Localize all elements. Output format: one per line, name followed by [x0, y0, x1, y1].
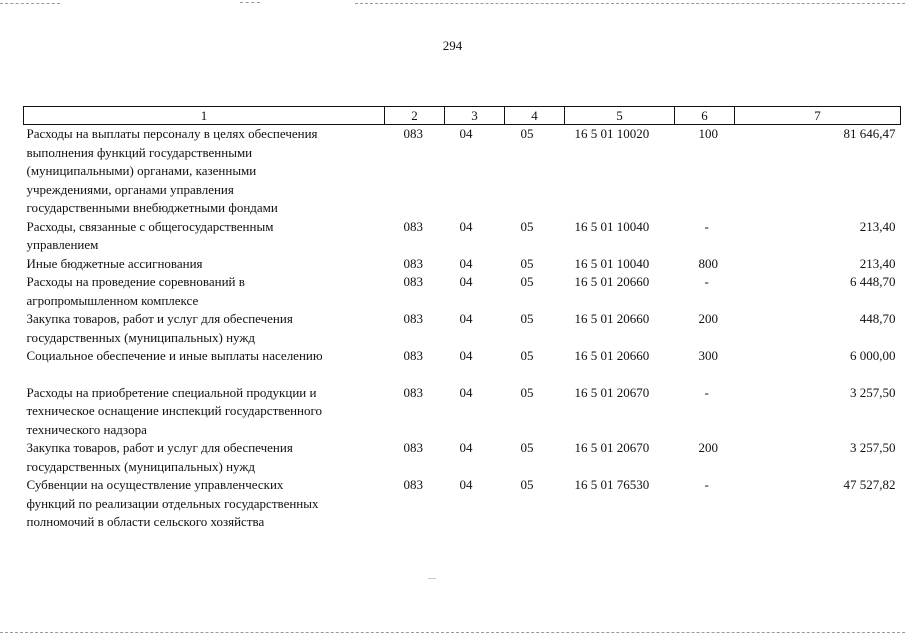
target-article-cell: 16 5 01 20660	[574, 348, 650, 363]
section-code-cell: 04	[459, 440, 473, 455]
header-cell-6: 6	[675, 107, 735, 125]
subsection-code-cell: 05	[520, 218, 534, 234]
section-code-cell: 04	[459, 274, 473, 289]
subsection-code-cell: 05	[520, 440, 534, 455]
expense-type-cell: -	[704, 218, 709, 234]
expense-type-cell: -	[704, 384, 709, 400]
grbs-code-cell: 083	[403, 440, 423, 455]
table-row	[24, 439, 901, 476]
table-row	[24, 255, 901, 274]
expense-name-line: техническое оснащение инспекций государственного	[26, 403, 323, 418]
expense-type-cell: -	[704, 274, 709, 289]
table-row	[24, 273, 901, 310]
expense-type-cell: 300	[698, 348, 718, 363]
subsection-code-cell: 05	[520, 311, 534, 326]
section-code-cell: 04	[459, 477, 473, 492]
expense-name-line: Закупка товаров, работ и услуг для обеспечения	[26, 440, 293, 455]
expense-name-line: функций по реализации отдельных государственных	[26, 495, 319, 511]
grbs-code-cell: 083	[403, 348, 423, 363]
expense-name-cell	[24, 255, 385, 274]
header-cell-3: 3	[445, 107, 505, 125]
amount-cell: 6 000,00	[850, 348, 896, 363]
target-article-cell: 16 5 01 10020	[574, 126, 650, 141]
amount-cell: 448,70	[859, 311, 896, 326]
expense-name-line: выполнения функций государственными	[26, 144, 253, 160]
table-row	[24, 310, 901, 347]
expense-type-cell: 200	[698, 440, 718, 455]
section-code-cell: 04	[459, 384, 473, 400]
expense-name-line: (муниципальными) органами, казенными	[26, 163, 257, 178]
expense-name-line: Социальное обеспечение и иные выплаты населению	[26, 348, 323, 363]
expense-name-line: полномочий в области сельского хозяйства	[26, 514, 265, 529]
budget-table	[23, 106, 901, 532]
amount-cell: 213,40	[859, 255, 896, 271]
section-code-cell: 04	[459, 311, 473, 326]
expense-name-cell	[24, 125, 385, 218]
expense-name-cell	[24, 439, 385, 476]
table-row	[24, 125, 901, 218]
table-row	[24, 384, 901, 440]
table-row	[24, 476, 901, 532]
expense-name-line: Расходы, связанные с общегосударственным	[26, 218, 274, 234]
scan-artifact-mark	[428, 578, 436, 579]
expense-name-cell	[24, 273, 385, 310]
amount-cell: 6 448,70	[850, 274, 896, 289]
subsection-code-cell: 05	[520, 126, 534, 141]
target-article-cell: 16 5 01 76530	[574, 477, 650, 492]
expense-name-cell	[24, 347, 385, 366]
scan-artifact-line-top-left	[0, 3, 60, 4]
scan-artifact-line-bottom	[0, 632, 905, 633]
expense-name-line: Иные бюджетные ассигнования	[26, 255, 203, 271]
expense-name-cell	[24, 310, 385, 347]
expense-name-line: государственных (муниципальных) нужд	[26, 329, 255, 345]
expense-name-line: Расходы на выплаты персоналу в целях обеспечения	[26, 126, 318, 141]
subsection-code-cell: 05	[520, 477, 534, 492]
header-row	[24, 107, 901, 125]
section-code-cell: 04	[459, 255, 473, 271]
grbs-code-cell: 083	[403, 126, 423, 141]
target-article-cell: 16 5 01 20660	[574, 311, 650, 326]
grbs-code-cell: 083	[403, 311, 423, 326]
expense-name-line: агропромышленном комплексе	[26, 292, 199, 308]
expense-type-cell: 100	[698, 126, 718, 141]
target-article-cell: 16 5 01 10040	[574, 255, 650, 271]
header-cell-5: 5	[565, 107, 675, 125]
grbs-code-cell: 083	[403, 384, 423, 400]
amount-cell: 213,40	[859, 218, 896, 234]
expense-name-line: технического надзора	[26, 421, 147, 437]
amount-cell: 3 257,50	[850, 440, 896, 455]
grbs-code-cell: 083	[403, 255, 423, 271]
amount-cell: 81 646,47	[843, 126, 896, 141]
expense-name-line: Субвенции на осуществление управленческих	[26, 477, 284, 492]
section-code-cell: 04	[459, 126, 473, 141]
expense-name-cell	[24, 218, 385, 255]
scan-artifact-line-top-right	[355, 3, 905, 4]
expense-name-cell	[24, 384, 385, 440]
expense-name-line: государственными внебюджетными фондами	[26, 200, 278, 215]
amount-cell: 47 527,82	[843, 477, 896, 492]
target-article-cell: 16 5 01 20660	[574, 274, 650, 289]
table-row	[24, 218, 901, 255]
target-article-cell: 16 5 01 10040	[574, 218, 650, 234]
amount-cell: 3 257,50	[850, 384, 896, 400]
header-cell-7: 7	[735, 107, 901, 125]
grbs-code-cell: 083	[403, 477, 423, 492]
table-row	[24, 347, 901, 366]
subsection-code-cell: 05	[520, 348, 534, 363]
expense-type-cell: -	[704, 477, 709, 492]
subsection-code-cell: 05	[520, 255, 534, 271]
expense-name-line: учреждениями, органами управления	[26, 181, 234, 197]
page-number: 294	[442, 38, 463, 53]
header-cell-4: 4	[505, 107, 565, 125]
grbs-code-cell: 083	[403, 218, 423, 234]
expense-name-line: государственных (муниципальных) нужд	[26, 458, 255, 474]
section-code-cell: 04	[459, 348, 473, 363]
header-cell-2: 2	[385, 107, 445, 125]
expense-type-cell: 800	[698, 255, 718, 271]
target-article-cell: 16 5 01 20670	[574, 440, 650, 455]
subsection-code-cell: 05	[520, 384, 534, 400]
grbs-code-cell: 083	[403, 274, 423, 289]
subsection-code-cell: 05	[520, 274, 534, 289]
expense-name-line: Расходы на проведение соревнований в	[26, 274, 245, 289]
expense-name-line: Расходы на приобретение специальной продукции и	[26, 384, 317, 400]
header-cell-1: 1	[24, 107, 385, 125]
section-code-cell: 04	[459, 218, 473, 234]
expense-type-cell: 200	[698, 311, 718, 326]
expense-name-line: управлением	[26, 237, 99, 252]
expense-name-cell	[24, 476, 385, 532]
scan-artifact-line-top-mid	[240, 2, 260, 3]
target-article-cell: 16 5 01 20670	[574, 384, 650, 400]
expense-name-line: Закупка товаров, работ и услуг для обеспечения	[26, 311, 293, 326]
row-spacer	[24, 366, 901, 384]
